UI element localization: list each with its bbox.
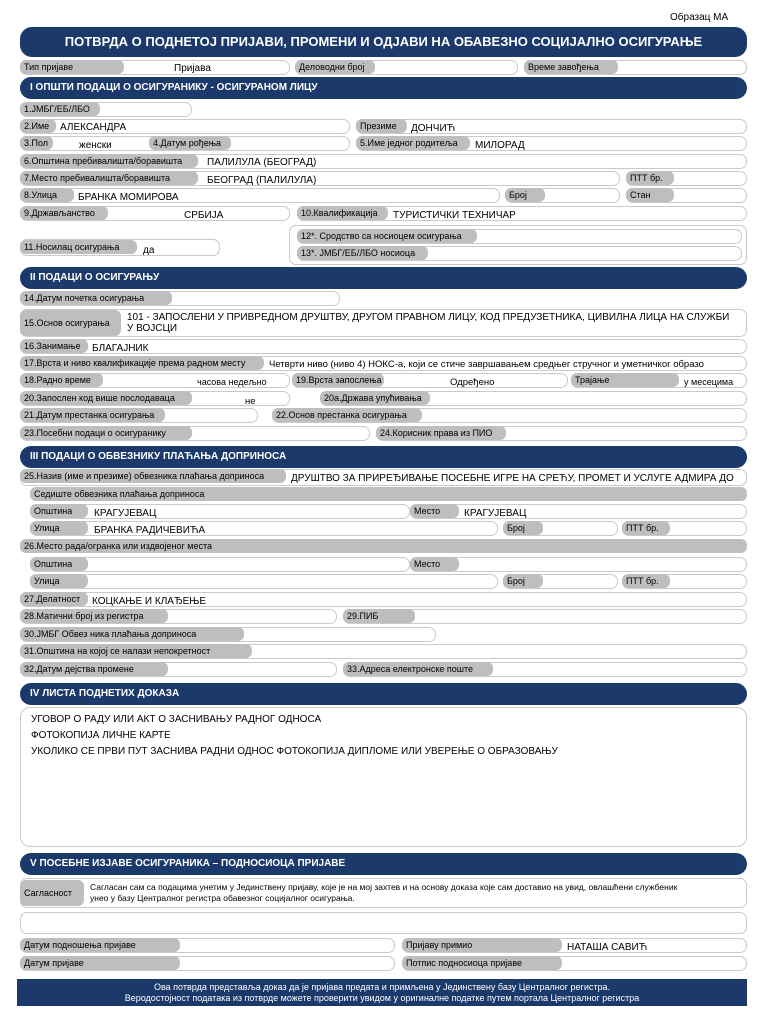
footer [17,979,747,1006]
end-date-label: 21.Датум престанка осигурања [20,408,165,422]
surname-value: ДОНЧИЋ [411,123,456,134]
surname-label: Презиме [356,119,407,133]
reg-number-label: 28.Матични број из регистра [20,609,168,623]
qualification-value: ТУРИСТИЧКИ ТЕХНИЧАР [393,210,516,221]
payer-place-field[interactable] [410,504,747,519]
employment-type-value: Одређено [450,377,495,388]
footer-line-1: Ова потврда представља доказ да је пријава предата и примљена у Јединствену базу Централног регистра. [154,982,610,992]
activity-value: КОЦКАЊЕ И КЛАЂЕЊЕ [92,596,207,607]
evidence-item: УГОВОР О РАДУ ИЛИ АКТ О ЗАСНИВАЊУ РАДНОГ ОДНОСА [31,714,322,725]
payer-number-label: Број [503,521,543,535]
signature-label: Потпис подносиоца пријаве [402,956,562,970]
received-by-label: Пријаву примио [402,938,562,952]
page-title: ПОТВРДА О ПОДНЕТОЈ ПРИЈАВИ, ПРОМЕНИ И ОДЈАВИ НА ОБАВЕЗНО СОЦИЈАЛНО ОСИГУРАЊЕ [20,27,747,57]
duration-label: Трајање [571,373,679,387]
section-2-title: II ПОДАЦИ О ОСИГУРАЊУ [20,267,747,289]
multiple-employers-label: 20.Запослен код више послодаваца [20,391,192,405]
property-municipality-label: 31.Општина на којој се налази непокретност [20,644,252,658]
section-3-title: III ПОДАЦИ О ОБВЕЗНИКУ ПЛАЋАЊА ДОПРИНОСА [20,446,747,468]
country-label: 20а.Држава упућивања [320,391,430,405]
residence-value: БЕОГРАД (ПАЛИЛУЛА) [207,175,317,186]
activity-label: 27.Делатност [20,592,88,606]
street-label: 8.Улица [20,188,74,202]
birthdate-label: 4.Датум рођења [149,136,231,150]
pio-label: 24.Корисник права из ПИО [376,426,506,440]
evidence-list [20,707,747,847]
payer-jmbg-label: 30.ЈМБГ Обвез ника плаћања доприноса [20,627,244,641]
start-date-label: 14.Датум почетка осигурања [20,291,172,305]
work-street-field[interactable] [30,574,498,589]
work-ptt-label: ПТТ бр. [622,574,670,588]
blank-field[interactable] [20,912,747,934]
workplace-label: 26.Место рада/огранка или издвојеног места [20,539,747,553]
work-place-label: Место [410,557,459,571]
relation-label: 12*. Сродство са носиоцем осигурања [297,229,477,243]
section-5-title: V ПОСЕБНЕ ИЗЈАВЕ ОСИГУРАНИКА – ПОДНОСИОЦА ПРИЈАВЕ [20,853,747,875]
parent-label: 5.Име једног родитеља [356,136,470,150]
payer-name-value: ДРУШТВО ЗА ПРИРЕЂИВАЊЕ ПОСЕБНЕ ИГРЕ НА СРЕЋУ, ПРОМЕТ И УСЛУГЕ АДМИРА ДО [291,473,734,484]
multiple-employers-value: не [245,396,256,407]
payer-place-label: Место [410,504,459,518]
municipality-label: 6.Општина пребивалишта/боравишта [20,154,198,168]
parent-value: МИЛОРАД [475,140,525,151]
basis-value: 101 - ЗАПОСЛЕНИ У ПРИВРЕДНОМ ДРУШТВУ, ДРУГОМ ПРАВНОМ ЛИЦУ, КОД ПРЕДУЗЕТНИКА, ЦИВИЛНА ЛИЦА НА СЛУЖБИ У ВОЈСЦИ [127,312,730,334]
section-1-title: I ОПШТИ ПОДАЦИ О ОСИГУРАНИКУ - ОСИГУРАНОМ ЛИЦУ [20,77,747,99]
jmbg-label: 1.ЈМБГ/ЕБ/ЛБО [20,102,100,116]
hours-label: 18.Радно време [20,373,103,387]
change-date-label: 32.Датум дејства промене [20,662,168,676]
payer-ptt-label: ПТТ бр. [622,521,670,535]
section-4-title: IV ЛИСТА ПОДНЕТИХ ДОКАЗА [20,683,747,705]
pib-label: 29.ПИБ [343,609,415,623]
hours-unit: часова недељно [197,377,267,387]
work-municipality-label: Општина [30,557,88,571]
consent-label: Сагласност [20,880,84,906]
occupation-value: БЛАГАЈНИК [92,343,149,354]
submit-date-label: Датум подношења пријаве [20,938,180,952]
end-basis-label: 22.Основ престанка осигурања [272,408,422,422]
type-value: Пријава [174,63,211,74]
email-label: 33.Адреса електронске поште [343,662,493,676]
form-code: Образац МА [670,12,729,23]
employment-type-label: 19.Врста запослења [292,373,384,387]
payer-name-label: 25.Назив (име и презиме) обвезника плаћања доприноса [20,469,286,483]
payer-municipality-value: КРАГУЈЕВАЦ [94,508,157,519]
footer-line-2: Веродостојност података из потврде можете проверити увидом у оригиналне податке путем портала Централног регистра [124,993,640,1003]
sex-label: 3.Пол [20,136,53,150]
occupation-label: 16.Занимање [20,339,88,353]
citizenship-label: 9.Држављанство [20,206,108,220]
holder-jmbg-label: 13*. ЈМБГ/ЕБ/ЛБО носиоца [297,246,428,260]
type-label: Тип пријаве [20,60,124,74]
insurance-holder-value: да [143,245,155,256]
apartment-label: Стан [626,188,674,202]
seat-label: Седиште обвезника плаћања доприноса [30,487,747,501]
municipality-value: ПАЛИЛУЛА (БЕОГРАД) [207,157,317,168]
qualification-label: 10.Квалификација [297,206,388,220]
payer-municipality-label: Општина [30,504,88,518]
basis-label: 15.Основ осигурања [20,310,121,336]
consent-text: Сагласан сам са подацима унетим у Јединствену пријаву, које је на мој захтев и на основу доказа које сам доставио на увид, овлашћени службеник унео у базу Централног регистра обавезног социјалног осигурања. [90,882,678,903]
payer-place-value: КРАГУЈЕВАЦ [464,508,527,519]
duration-unit: у месецима [684,377,734,387]
ptt-label: ПТТ бр. [626,171,674,185]
citizenship-value: СРБИЈА [184,210,224,221]
payer-street-value: БРАНКА РАДИЧЕВИЋА [94,525,206,536]
evidence-item: ФОТОКОПИЈА ЛИЧНЕ КАРТЕ [31,730,171,741]
docnum-label: Деловодни број [295,60,375,74]
work-place-field[interactable] [410,557,747,572]
qual-level-label: 17.Врста и ниво квалификације према радном месту [20,356,264,370]
special-data-label: 23.Посебни подаци о осигуранику [20,426,192,440]
qual-level-value: Четврти ниво (ниво 4) НОКС-а, који се стиче завршавањем средњег стручног и уметничког образо [269,359,704,370]
receive-date-label: Датум пријаве [20,956,180,970]
work-number-label: Број [503,574,543,588]
evidence-item: УКОЛИКО СЕ ПРВИ ПУТ ЗАСНИВА РАДНИ ОДНОС ФОТОКОПИЈА ДИПЛОМЕ ИЛИ УВЕРЕЊЕ О ОБРАЗОВАЊУ [31,746,558,757]
time-label: Време завођења [524,60,618,74]
sex-value: женски [79,140,112,151]
residence-label: 7.Место пребивалишта/боравишта [20,171,198,185]
insurance-holder-label: 11.Носилац осигурања [20,240,137,254]
received-by-value: НАТАША САВИЋ [567,942,648,953]
name-label: 2.Име [20,119,56,133]
name-value: АЛЕКСАНДРА [60,122,127,133]
work-street-label: Улица [30,574,88,588]
street-value: БРАНКА МОМИРОВА [78,192,179,203]
number-label: Број [505,188,545,202]
payer-street-label: Улица [30,521,88,535]
